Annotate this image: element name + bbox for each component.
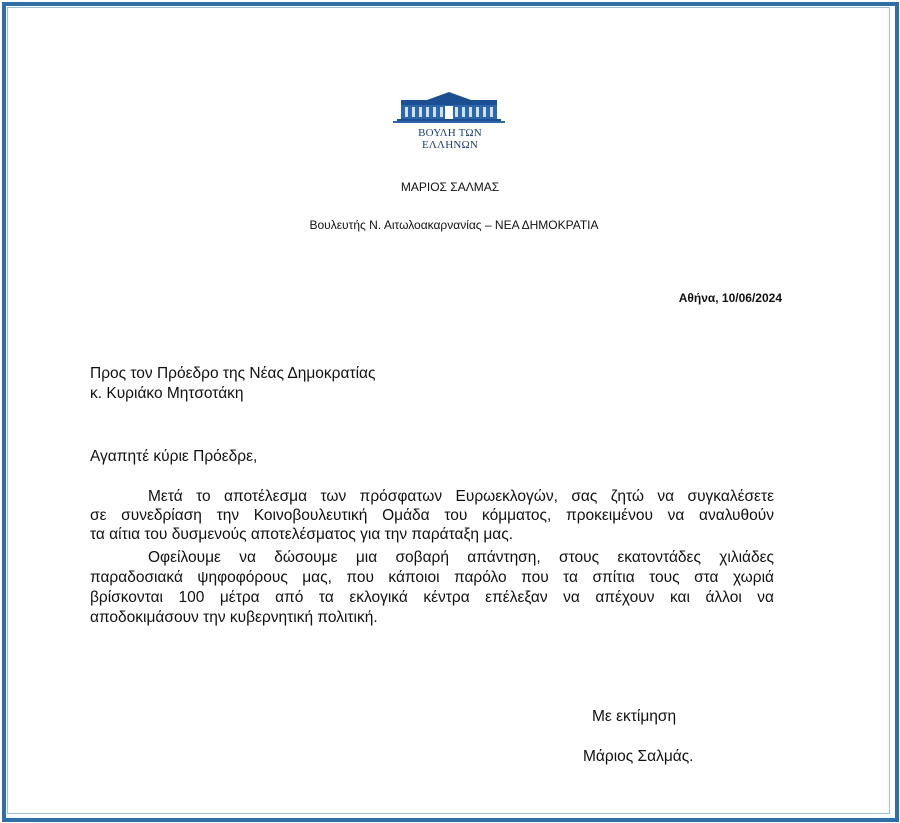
signature-name: Μάριος Σαλμάς. <box>583 748 694 765</box>
body-line: αποδοκιμάσουν την κυβερνητική πολιτική. <box>90 609 378 626</box>
recipient-line-1: Προς τον Πρόεδρο της Νέας Δημοκρατίας <box>90 365 376 382</box>
body-line: παραδοσιακά ψηφοφόρους μας, που κάποιοι παρόλο που τα σπίτια τους στα χωριά <box>90 569 774 586</box>
body-line: Οφείλουμε να δώσουμε μια σοβαρή απάντηση, στους εκατοντάδες χιλιάδες <box>148 549 774 566</box>
sender-title: Βουλευτής Ν. Αιτωλοακαρνανίας – ΝΕΑ ΔΗΜΟΚΡΑΤΙΑ <box>309 218 599 232</box>
sender-name: ΜΑΡΙΟΣ ΣΑΛΜΑΣ <box>400 180 500 194</box>
letter-date: Αθήνα, 10/06/2024 <box>678 291 782 305</box>
body-line: βρίσκονται 100 μέτρα από τα εκλογικά κέντρα επέλεξαν να απέχουν και άλλοι να <box>90 589 774 606</box>
body-line: τα αίτια του δυσμενούς αποτελέσματος για την παράταξη μας. <box>90 526 514 543</box>
closing-phrase: Με εκτίμηση <box>592 708 677 725</box>
salutation: Αγαπητέ κύριε Πρόεδρε, <box>90 448 258 465</box>
logo-caption: ΒΟΥΛΗ ΤΩΝ ΕΛΛΗΝΩΝ <box>418 127 482 151</box>
body-line: σε συνεδρίαση την Κοινοβουλευτική Ομάδα του κόμματος, προκειμένου να αναλυθούν <box>90 507 774 524</box>
body-line: Μετά το αποτέλεσμα των πρόσφατων Ευρωεκλογών, σας ζητώ να συγκαλέσετε <box>148 488 774 505</box>
recipient-line-2: κ. Κυριάκο Μητσοτάκη <box>90 385 244 402</box>
